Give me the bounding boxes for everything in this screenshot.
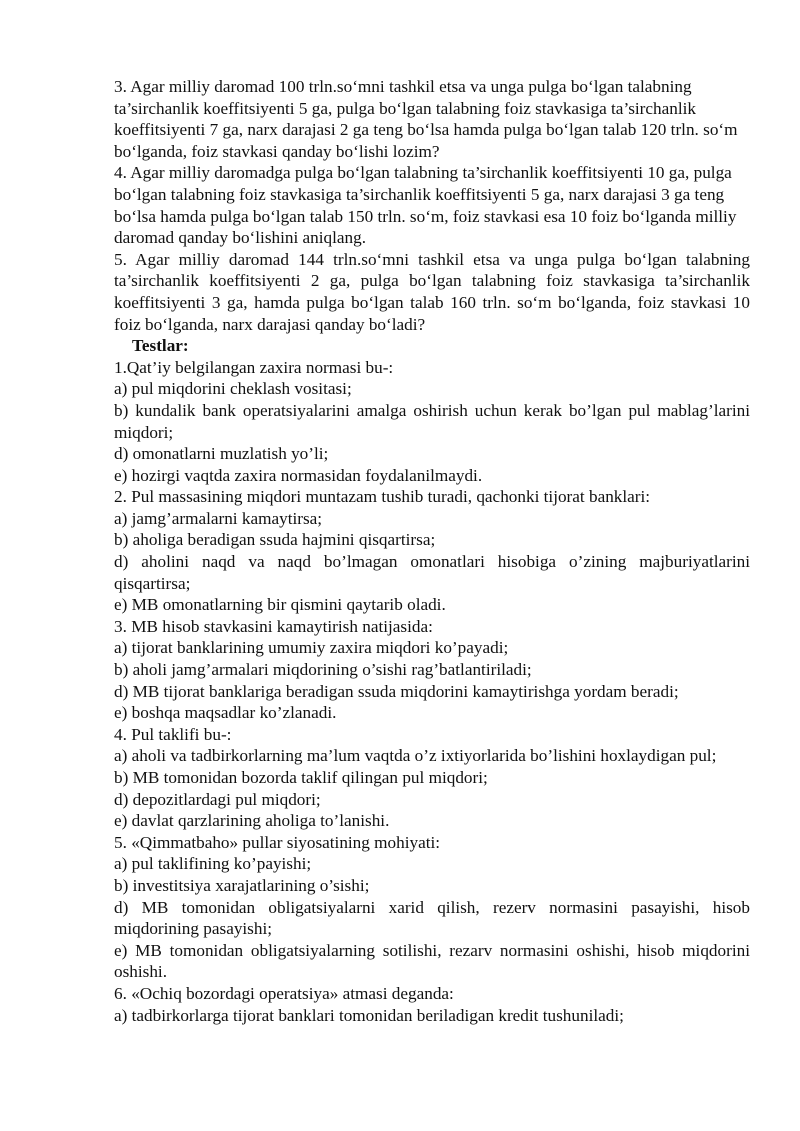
test-question-3 xyxy=(114,616,750,724)
question-text: 5. «Qimmatbaho» pullar siyosatining mohiyati: xyxy=(114,832,441,852)
answer-option-a: a) pul taklifining ko’payishi; xyxy=(114,854,312,874)
answer-option-a: a) tadbirkorlarga tijorat banklari tomonidan beriladigan kredit tushuniladi; xyxy=(114,1005,624,1025)
problem-5: 5. Agar milliy daromad 144 trln.so‘mni tashkil etsa va unga pulga bo‘lgan talabning ta’sirchanlik koeffitsiyenti 2 ga, pulga bo‘lgan talabning foiz stavkasiga ta’sirchanlik koeffitsiyenti 3 ga, hamda pulga bo‘lgan talab 160 trln. so‘m bo‘lganda, foiz stavkasi 10 foiz bo‘lganda, narx darajasi qanday bo‘ladi? xyxy=(114,249,750,334)
question-text: 6. «Ochiq bozordagi operatsiya» atmasi deganda: xyxy=(114,983,454,1003)
answer-option-d: d) depozitlardagi pul miqdori; xyxy=(114,789,321,809)
tests-heading: Testlar: xyxy=(132,336,189,356)
answer-option-e: e) boshqa maqsadlar ko’zlanadi. xyxy=(114,703,337,723)
answer-option-a: a) jamg’armalarni kamaytirsa; xyxy=(114,508,323,528)
answer-option-b: b) investitsiya xarajatlarining o’sishi; xyxy=(114,875,370,895)
answer-option-a: a) aholi va tadbirkorlarning ma’lum vaqtda o’z ixtiyorlarida bo’lishini hoxlaydigan pul; xyxy=(114,746,717,766)
test-question-2 xyxy=(114,486,750,616)
question-text: 3. MB hisob stavkasini kamaytirish natijasida: xyxy=(114,616,433,636)
answer-option-b: b) MB tomonidan bozorda taklif qilingan pul miqdori; xyxy=(114,768,488,787)
answer-option-b: b) kundalik bank operatsiyalarini amalga oshirish uchun kerak bo’lgan pul mablag’larini miqdori; xyxy=(114,400,750,442)
answer-option-d: d) aholini naqd va naqd bo’lmagan omonatlari hisobiga o’zining majburiyatlarini qisqartirsa; xyxy=(114,552,750,593)
test-question-6 xyxy=(114,983,750,1026)
problem-3: 3. Agar milliy daromad 100 trln.so‘mni tashkil etsa va unga pulga bo‘lgan talabning ta’sirchanlik koeffitsiyenti 5 ga, pulga bo‘lgan talabning foiz stavkasiga ta’sirchanlik koeffitsiyenti 7 ga, narx darajasi 2 ga teng bo‘lsa hamda pulga bo‘lgan talab 120 trln. so‘m bo‘lganda, foiz stavkasi qanday bo‘lishi lozim? xyxy=(114,77,738,161)
answer-option-e: e) hozirgi vaqtda zaxira normasidan foydalanilmaydi. xyxy=(114,465,483,485)
answer-option-d: d) MB tomonidan obligatsiyalarni xarid qilish, rezerv normasini pasayishi, hisob miqdorining pasayishi; xyxy=(114,897,750,939)
test-question-4 xyxy=(114,724,750,832)
problem-4: 4. Agar milliy daromadga pulga bo‘lgan talabning ta’sirchanlik koeffitsiyenti 10 ga, pulga bo‘lgan talabning foiz stavkasiga ta’sirchanlik koeffitsiyenti 5 ga, narx darajasi 3 ga teng bo‘lsa hamda pulga bo‘lgan talab 150 trln. so‘m, foiz stavkasi esa 10 foiz bo‘lganda milliy daromad qanday bo‘lishini aniqlang. xyxy=(114,163,737,248)
answer-option-b: b) aholi jamg’armalari miqdorining o’sishi rag’batlantiriladi; xyxy=(114,660,532,680)
answer-option-e: e) MB tomonidan obligatsiyalarning sotilishi, rezarv normasini oshishi, hisob miqdorini oshishi. xyxy=(114,940,750,982)
answer-option-e: e) davlat qarzlarining aholiga to’lanishi. xyxy=(114,811,390,831)
document-page xyxy=(114,76,750,1026)
question-text: 1.Qat’iy belgilangan zaxira normasi bu-: xyxy=(114,357,394,377)
answer-option-d: d) omonatlarni muzlatish yo’li; xyxy=(114,444,329,464)
test-question-1 xyxy=(114,357,750,487)
answer-option-e: e) MB omonatlarning bir qismini qaytarib oladi. xyxy=(114,595,446,615)
answer-option-a: a) tijorat banklarining umumiy zaxira miqdori ko’payadi; xyxy=(114,638,509,658)
answer-option-b: b) aholiga beradigan ssuda hajmini qisqartirsa; xyxy=(114,530,436,550)
question-text: 4. Pul taklifi bu-: xyxy=(114,724,232,744)
answer-option-d: d) MB tijorat banklariga beradigan ssuda miqdorini kamaytirishga yordam beradi; xyxy=(114,681,679,701)
test-question-5 xyxy=(114,832,750,983)
answer-option-a: a) pul miqdorini cheklash vositasi; xyxy=(114,379,352,399)
question-text: 2. Pul massasining miqdori muntazam tushib turadi, qachonki tijorat banklari: xyxy=(114,487,651,507)
